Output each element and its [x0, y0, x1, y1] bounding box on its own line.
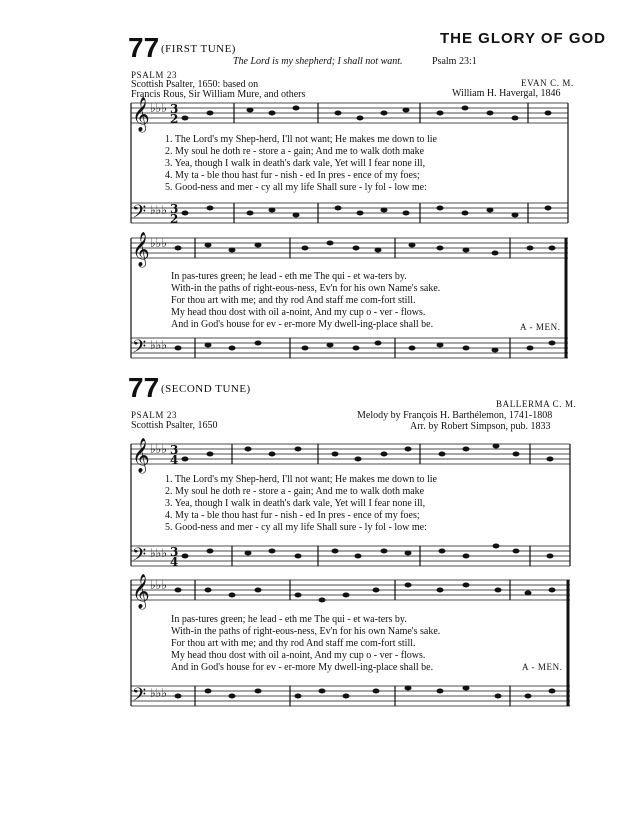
- verse-line: And in God's house for ev - er-more My dwell-ing-place shall be.: [171, 662, 434, 673]
- scripture-reference: Psalm 23:1: [432, 56, 477, 67]
- verse-line: 4. My ta - ble thou hast fur - nish - ed In pres - ence of my foes;: [165, 170, 420, 181]
- amen-label: A - MEN.: [522, 662, 563, 672]
- svg-text:𝄢: 𝄢: [132, 202, 147, 227]
- svg-text:2: 2: [170, 212, 179, 226]
- tune-label: (FIRST TUNE): [161, 43, 236, 55]
- hymn-number: 77: [128, 32, 160, 63]
- verse-line: In pas-tures green; he lead - eth me The qui - et wa-ters by.: [171, 271, 407, 282]
- verse-line: 3. Yea, though I walk in death's dark vale, Yet will I fear none ill,: [165, 158, 426, 169]
- composer: Melody by François H. Barthélemon, 1741-1808: [357, 410, 553, 421]
- svg-text:2: 2: [170, 112, 179, 126]
- tune-name: EVAN C. M.: [521, 78, 574, 88]
- hymn-number: 77: [128, 372, 160, 403]
- page-title: THE GLORY OF GOD: [440, 30, 607, 47]
- svg-text:4: 4: [170, 453, 179, 467]
- svg-text:𝄢: 𝄢: [132, 337, 147, 362]
- svg-text:𝄢: 𝄢: [132, 685, 147, 710]
- svg-text:𝄞: 𝄞: [132, 232, 150, 267]
- verse-line: 1. The Lord's my Shep-herd, I'll not want; He makes me down to lie: [165, 474, 437, 485]
- verse-line: 1. The Lord's my Shep-herd, I'll not want; He makes me down to lie: [165, 134, 437, 145]
- svg-text:♭♭♭: ♭♭♭: [150, 442, 167, 456]
- verse-line: With-in the paths of right-eous-ness, Ev'n for his own Name's sake.: [171, 626, 441, 637]
- svg-text:3: 3: [170, 443, 179, 457]
- svg-text:♭♭♭: ♭♭♭: [150, 203, 167, 217]
- verse-line: 2. My soul he doth re - store a - gain; And me to walk doth make: [165, 146, 425, 157]
- svg-text:♭♭♭: ♭♭♭: [150, 236, 167, 250]
- verse-line: For thou art with me; and thy rod And staff me com-fort still.: [171, 638, 416, 649]
- svg-text:𝄞: 𝄞: [132, 438, 150, 473]
- svg-text:3: 3: [170, 545, 179, 559]
- scripture-quote: The Lord is my shepherd; I shall not want.: [233, 56, 403, 67]
- verse-line: 3. Yea, though I walk in death's dark vale, Yet will I fear none ill,: [165, 498, 426, 509]
- svg-text:𝄞: 𝄞: [132, 97, 150, 132]
- svg-text:𝄢: 𝄢: [132, 545, 147, 570]
- verse-line: And in God's house for ev - er-more My dwell-ing-place shall be.: [171, 319, 434, 330]
- verse-block: [165, 474, 437, 534]
- amen-label: A - MEN.: [520, 322, 561, 332]
- svg-text:♭♭♭: ♭♭♭: [150, 546, 167, 560]
- svg-text:♭♭♭: ♭♭♭: [150, 686, 167, 700]
- verse-line: 2. My soul he doth re - store a - gain; And me to walk doth make: [165, 486, 425, 497]
- verse-line: For thou art with me; and thy rod And staff me com-fort still.: [171, 295, 416, 306]
- verse-line: With-in the paths of right-eous-ness, Ev'n for his own Name's sake.: [171, 283, 441, 294]
- svg-text:♭♭♭: ♭♭♭: [150, 101, 167, 115]
- svg-text:3: 3: [170, 202, 179, 216]
- svg-text:♭♭♭: ♭♭♭: [150, 578, 167, 592]
- psalm-label: PSALM 23: [131, 70, 178, 80]
- tune-label: (SECOND TUNE): [161, 383, 251, 395]
- verse-line: My head thou dost with oil a-noint, And my cup o - ver - flows.: [171, 307, 426, 318]
- verse-line: 5. Good-ness and mer - cy all my life Shall sure - ly fol - low me:: [165, 522, 427, 533]
- svg-text:𝄞: 𝄞: [132, 574, 150, 609]
- arranger: Arr. by Robert Simpson, pub. 1833: [410, 421, 551, 432]
- tune-name: BALLERMA C. M.: [496, 399, 577, 409]
- verse-line: My head thou dost with oil a-noint, And my cup o - ver - flows.: [171, 650, 426, 661]
- svg-text:♭♭♭: ♭♭♭: [150, 338, 167, 352]
- text-source: Scottish Psalter, 1650: based on: [131, 79, 259, 90]
- text-source: Scottish Psalter, 1650: [131, 420, 218, 431]
- composer: William H. Havergal, 1846: [452, 88, 561, 99]
- verse-line: 4. My ta - ble thou hast fur - nish - ed In pres - ence of my foes;: [165, 510, 420, 521]
- verse-line: In pas-tures green; he lead - eth me The qui - et wa-ters by.: [171, 614, 407, 625]
- svg-text:4: 4: [170, 555, 179, 569]
- verse-block: [171, 614, 440, 674]
- verse-line: 5. Good-ness and mer - cy all my life Shall sure - ly fol - low me:: [165, 182, 427, 193]
- svg-text:3: 3: [170, 102, 179, 116]
- text-source-authors: Francis Rous, Sir William Mure, and others: [131, 89, 306, 100]
- psalm-label: PSALM 23: [131, 410, 178, 420]
